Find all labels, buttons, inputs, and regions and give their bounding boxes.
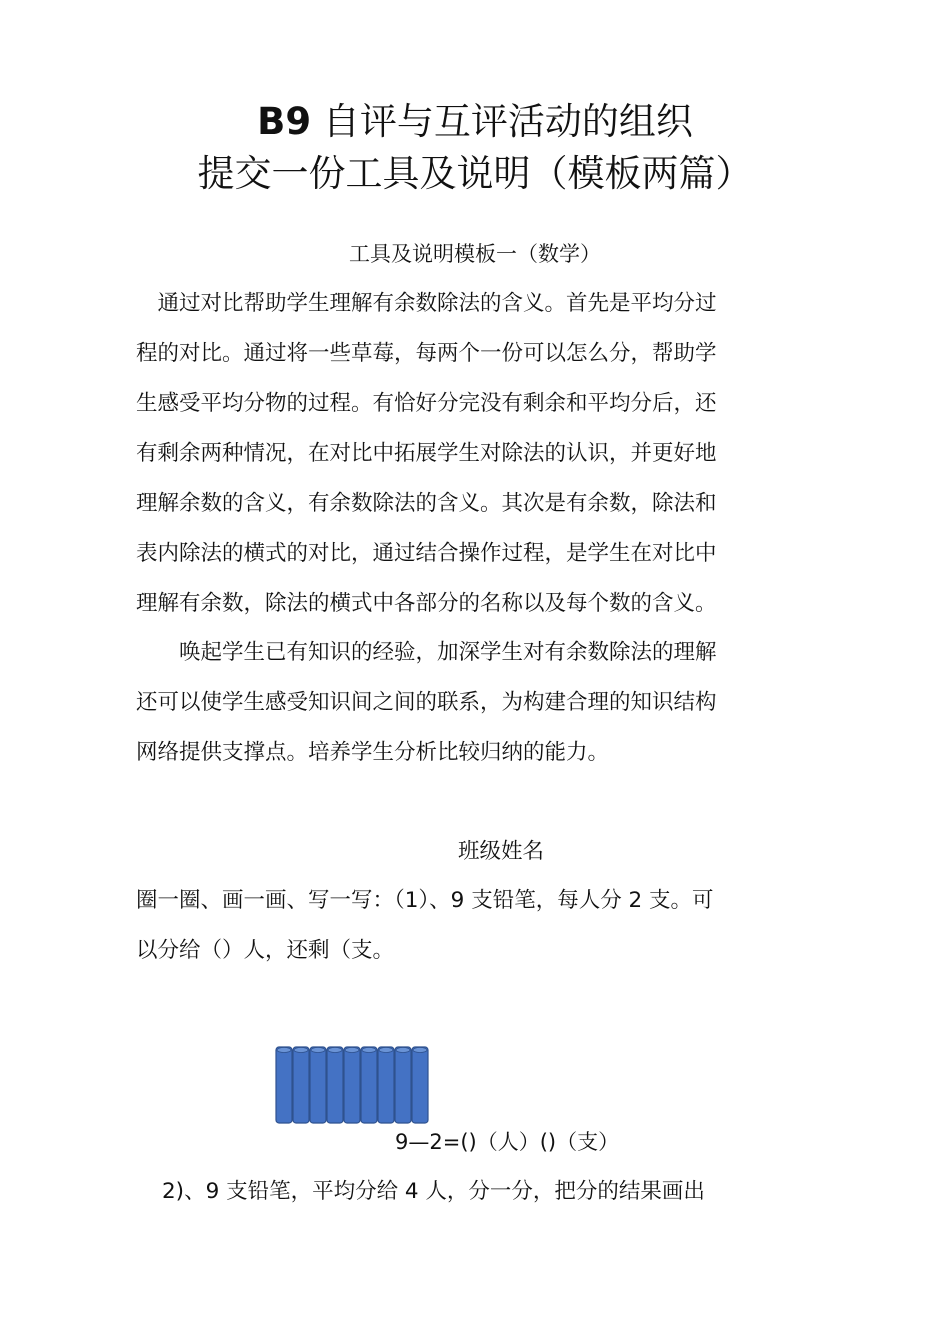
pencil-shape <box>276 1047 292 1123</box>
pencil-shape <box>378 1047 394 1123</box>
class-name-label: 班级姓名 <box>457 839 544 864</box>
pencil-shape <box>361 1047 377 1123</box>
pencil-cap <box>311 1048 325 1053</box>
pencil-cap <box>413 1048 427 1053</box>
paragraph-line: 表内除法的横式的对比，通过结合操作过程，是学生在对比中 <box>136 541 717 566</box>
paragraph-line: 有剩余两种情况，在对比中拓展学生对除法的认识，并更好地 <box>136 441 717 466</box>
paragraph-line: 理解余数的含义，有余数除法的含义。其次是有余数，除法和 <box>136 491 717 516</box>
pencil-cap <box>362 1048 376 1053</box>
paragraph-line: 生感受平均分物的过程。有恰好分完没有剩余和平均分后，还 <box>136 391 717 416</box>
division-equation: 9—2=()（人）()（支） <box>395 1130 620 1154</box>
pencil-shape <box>344 1047 360 1123</box>
pencil-cap <box>396 1048 410 1053</box>
pencil-cap <box>345 1048 359 1053</box>
pencil-cap <box>328 1048 342 1053</box>
title-text: 自评与互评活动的组织 <box>311 100 693 143</box>
pencil-shape <box>293 1047 309 1123</box>
pencil-shape <box>395 1047 411 1123</box>
paragraph-intro <box>136 279 816 629</box>
question-2: 2)、9 支铅笔，平均分给 4 人，分一分，把分的结果画出 <box>162 1179 705 1204</box>
pencil-shape <box>310 1047 326 1123</box>
question-1 <box>136 876 816 976</box>
paragraph-line: 通过对比帮助学生理解有余数除法的含义。首先是平均分过 <box>136 291 717 316</box>
paragraph-line: 程的对比。通过将一些草莓，每两个一份可以怎么分，帮助学 <box>136 341 717 366</box>
paragraph-goals <box>136 628 816 778</box>
template-subtitle: 工具及说明模板一（数学） <box>349 242 601 266</box>
pencil-shape <box>327 1047 343 1123</box>
pencil-cap <box>379 1048 393 1053</box>
paragraph-line: 还可以使学生感受知识间之间的联系，为构建合理的知识结构 <box>136 690 717 715</box>
question-line: 圈一圈、画一画、写一写：（1）、9 支铅笔，每人分 2 支。可 <box>136 888 714 913</box>
pencil-shape <box>412 1047 428 1123</box>
paragraph-line: 理解有余数，除法的横式中各部分的名称以及每个数的含义。 <box>136 591 717 616</box>
document-title-line1 <box>0 100 950 144</box>
document-title-line2: 提交一份工具及说明（模板两篇） <box>197 152 753 195</box>
title-code: B9 <box>257 100 312 143</box>
pencil-cap <box>277 1048 291 1053</box>
pencils-illustration <box>274 1045 434 1125</box>
paragraph-line: 网络提供支撑点。培养学生分析比较归纳的能力。 <box>136 740 610 765</box>
question-line: 以分给（）人，还剩（支。 <box>136 938 395 963</box>
paragraph-line: 唤起学生已有知识的经验，加深学生对有余数除法的理解 <box>136 640 717 665</box>
pencil-cap <box>294 1048 308 1053</box>
